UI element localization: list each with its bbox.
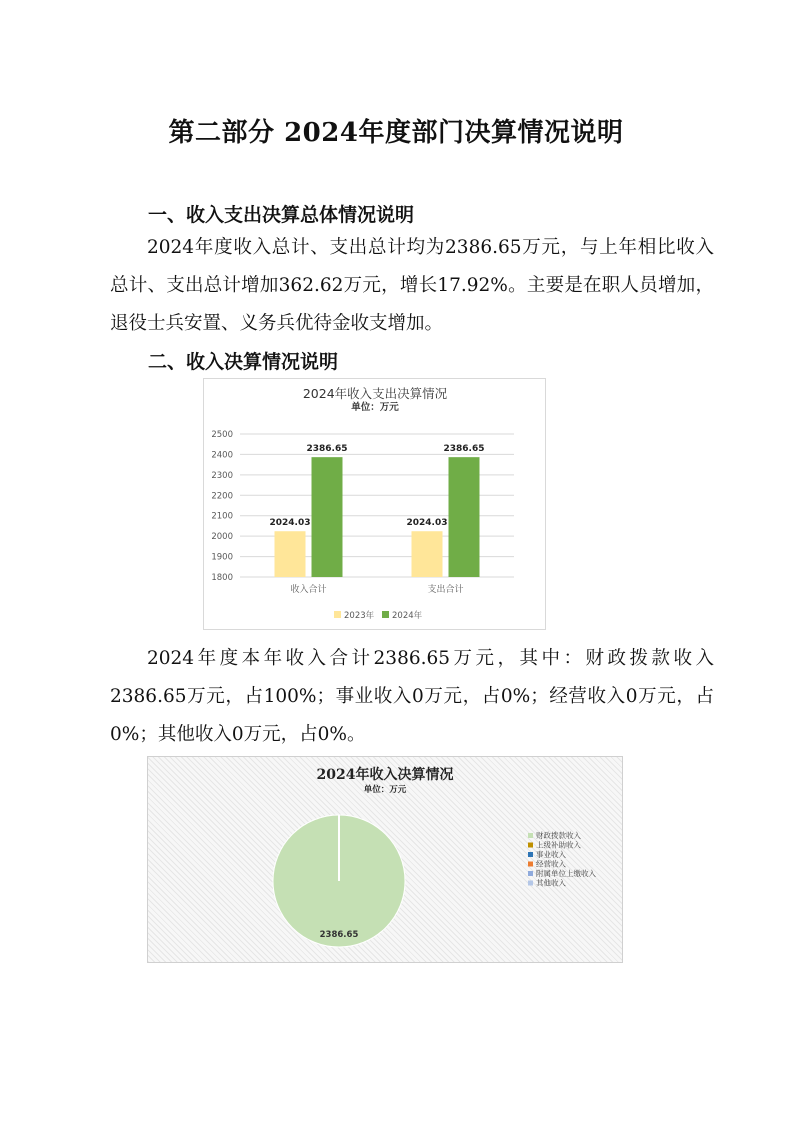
legend-swatch — [528, 843, 533, 848]
legend-swatch — [528, 871, 533, 876]
legend-swatch — [528, 833, 533, 838]
bar-2024 — [449, 457, 480, 577]
y-tick-label: 2000 — [211, 532, 233, 543]
legend-label: 经营收入 — [536, 859, 566, 869]
page-title: 第二部分 2024年度部门决算情况说明 — [168, 118, 624, 148]
legend-label: 附属单位上缴收入 — [536, 869, 596, 878]
legend-swatch — [528, 881, 533, 886]
section2-paragraph — [110, 640, 714, 754]
legend-swatch — [334, 611, 341, 618]
section2-heading: 二、收入决算情况说明 — [148, 351, 339, 373]
bar-2023 — [275, 531, 306, 577]
legend-label: 上级补助收入 — [536, 840, 581, 850]
y-tick-label: 2400 — [211, 450, 233, 461]
chart-subtitle: 单位：万元 — [351, 402, 399, 413]
section1-heading: 一、收入支出决算总体情况说明 — [148, 204, 415, 226]
y-tick-label: 2300 — [211, 470, 233, 481]
legend-label: 2024年 — [392, 611, 423, 621]
y-tick-label: 2200 — [211, 491, 233, 502]
legend-label: 2023年 — [344, 611, 375, 621]
income-pie-chart — [147, 756, 623, 963]
legend-label: 其他收入 — [536, 878, 566, 888]
bar-2024 — [312, 457, 343, 577]
data-label: 2386.65 — [443, 444, 485, 455]
chart-title: 2024年收入决算情况 — [316, 767, 454, 783]
pie-data-label: 2386.65 — [319, 930, 359, 940]
chart-subtitle: 单位：万元 — [363, 785, 407, 795]
chart-legend — [528, 830, 596, 888]
section1-text: 2024年度收入总计、支出总计均为2386.65万元，与上年相比收入总计、支出总计增加362.62万元，增长17.92%。主要是在职人员增加，退役士兵安置、义务兵优待金收支增加。 — [110, 237, 714, 334]
legend-swatch — [382, 611, 389, 618]
section2-text: 2024年度本年收入合计2386.65万元，其中：财政拨款收入2386.65万元，占100%；事业收入0万元，占0%；经营收入0万元，占0%；其他收入0万元，占0%。 — [110, 648, 714, 745]
data-label: 2386.65 — [306, 444, 348, 455]
chart-title: 2024年收入支出决算情况 — [302, 386, 448, 401]
y-tick-label: 1800 — [211, 573, 233, 583]
legend-swatch — [528, 852, 533, 857]
legend-swatch — [528, 862, 533, 867]
data-label: 2024.03 — [406, 518, 448, 529]
x-tick-label: 支出合计 — [427, 585, 464, 595]
legend-label: 财政拨款收入 — [536, 831, 581, 840]
y-tick-label: 1900 — [211, 552, 233, 563]
bar-2023 — [412, 531, 443, 577]
x-tick-label: 收入合计 — [290, 585, 327, 595]
legend-label: 事业收入 — [536, 850, 566, 859]
section1-paragraph — [110, 229, 714, 343]
y-tick-label: 2500 — [211, 430, 233, 440]
chart-legend — [334, 610, 423, 621]
income-expense-bar-chart — [203, 378, 546, 630]
y-tick-label: 2100 — [211, 511, 233, 522]
data-label: 2024.03 — [269, 518, 311, 529]
